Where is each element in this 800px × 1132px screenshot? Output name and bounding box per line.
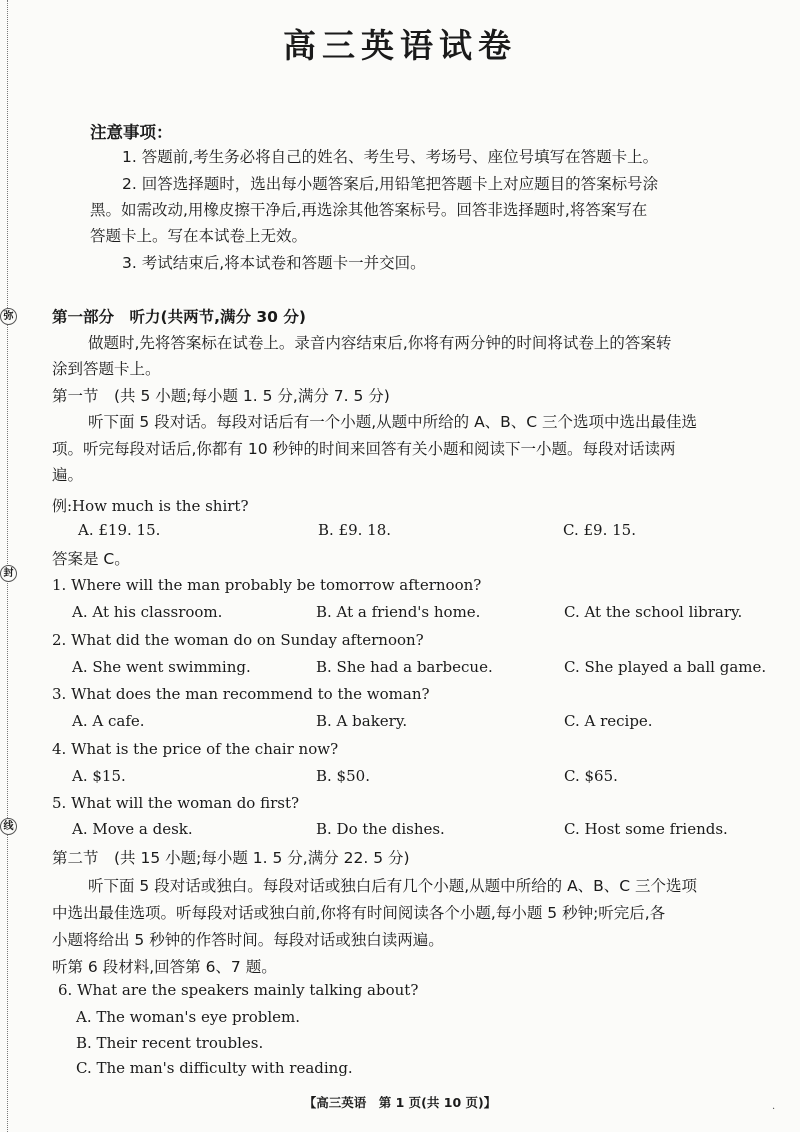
q2-option-a: A. She went swimming. [72,658,251,676]
notes-line: 黑。如需改动,用橡皮擦干净后,再选涂其他答案标号。回答非选择题时,将答案写在 [90,201,648,219]
question-6: 6. What are the speakers mainly talking about? [58,981,419,999]
q1-option-c: C. At the school library. [564,603,743,621]
example-option-c: C. £9. 15. [563,521,636,539]
page-footer: 【高三英语 第 1 页(共 10 页)】 [303,1095,497,1110]
q1-option-b: B. At a friend's home. [316,603,481,621]
margin-seal-xian: 线 [0,818,17,835]
q3-option-b: B. A bakery. [316,712,408,730]
q5-option-c: C. Host some friends. [564,820,728,838]
part1-heading: 第一部分 听力(共两节,满分 30 分) [52,308,306,326]
notes-line: 2. 回答选择题时，选出每小题答案后,用铅笔把答题卡上对应题目的答案标号涂 [122,175,659,193]
q3-option-c: C. A recipe. [564,712,653,730]
example-option-b: B. £9. 18. [318,521,392,539]
section1-instruction-line: 遍。 [52,466,84,484]
q6-option-b: B. Their recent troubles. [76,1034,264,1052]
notes-line: 3. 考试结束后,将本试卷和答题卡一并交回。 [122,254,426,272]
q3-option-a: A. A cafe. [72,712,145,730]
q4-option-a: A. $15. [72,767,126,785]
part1-intro-line: 涂到答题卡上。 [52,360,161,378]
notes-line: 1. 答题前,考生务必将自己的姓名、考生号、考场号、座位号填写在答题卡上。 [122,148,659,166]
question-5: 5. What will the woman do first? [52,794,300,812]
section2-instruction-line: 小题将给出 5 秒钟的作答时间。每段对话或独白读两遍。 [52,931,444,949]
notes-line: 答题卡上。写在本试卷上无效。 [90,227,308,245]
section1-heading: 第一节 (共 5 小题;每小题 1. 5 分,满分 7. 5 分) [52,387,390,405]
example-question: 例:How much is the shirt? [52,497,249,515]
section2-instruction-line: 听下面 5 段对话或独白。每段对话或独白后有几个小题,从题中所给的 A、B、C 三个选项 [88,877,698,895]
question-3: 3. What does the man recommend to the woman? [52,685,430,703]
question-1: 1. Where will the man probably be tomorrow afternoon? [52,576,482,594]
q6-option-a: A. The woman's eye problem. [76,1008,301,1026]
question-2: 2. What did the woman do on Sunday afternoon? [52,631,424,649]
margin-seal-feng: 封 [0,565,17,582]
notes-heading: 注意事项： [90,123,173,142]
q1-option-a: A. At his classroom. [72,603,223,621]
example-answer: 答案是 C。 [52,550,130,568]
part1-intro-line: 做题时,先将答案标在试卷上。录音内容结束后,你将有两分钟的时间将试卷上的答案转 [88,334,672,352]
q5-option-b: B. Do the dishes. [316,820,445,838]
margin-seal-mi: 弥 [0,308,17,325]
section1-instruction-line: 项。听完每段对话后,你都有 10 秒钟的时间来回答有关小题和阅读下一小题。每段对话读两 [52,440,676,458]
page-title: 高三英语试卷 [283,26,517,65]
section2-instruction-line: 中选出最佳选项。听每段对话或独白前,你将有时间阅读各个小题,每小题 5 秒钟;听完后,各 [52,904,666,922]
material-note: 听第 6 段材料,回答第 6、7 题。 [52,958,277,976]
section1-instruction-line: 听下面 5 段对话。每段对话后有一个小题,从题中所给的 A、B、C 三个选项中选出最佳选 [88,413,698,431]
q6-option-c: C. The man's difficulty with reading. [76,1059,353,1077]
example-option-a: A. £19. 15. [78,521,161,539]
q4-option-c: C. $65. [564,767,618,785]
section2-heading: 第二节 (共 15 小题;每小题 1. 5 分,满分 22. 5 分) [52,849,410,867]
question-4: 4. What is the price of the chair now? [52,740,339,758]
q2-option-c: C. She played a ball game. [564,658,767,676]
q4-option-b: B. $50. [316,767,370,785]
corner-mark: · [772,1104,776,1115]
q2-option-b: B. She had a barbecue. [316,658,493,676]
q5-option-a: A. Move a desk. [72,820,193,838]
